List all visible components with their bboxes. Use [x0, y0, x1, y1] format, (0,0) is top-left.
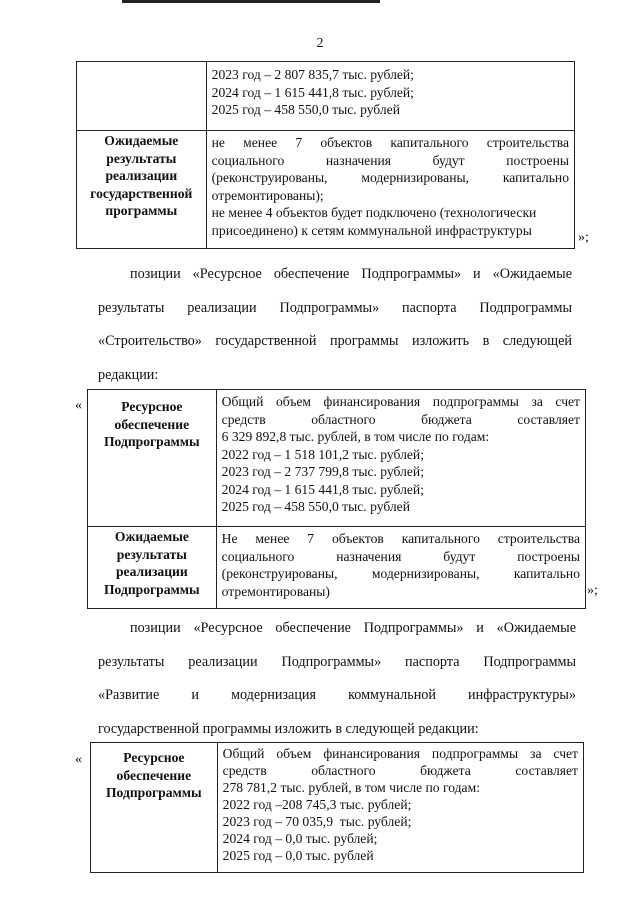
expected-results-label: Ожидаемые результаты реализации Подпрограммы: [88, 527, 217, 609]
table-state-program: [76, 61, 575, 249]
resource-text: Общий объем финансирования подпрограммы за счет средств областного бюджета составляет 6 329 892,8 тыс. рублей, в том числе по годам: 2022 год – 1 518 101,2 тыс. рублей; 2023 год – 2 737 799,8 тыс. рублей; 2024 год – 1 615 441,8 тыс. рублей; 2025 год – 458 550,0 тыс. рублей: [216, 390, 585, 527]
year-line: 2023 год – 2 807 835,7 тыс. рублей;: [211, 67, 414, 82]
paragraph-communal-infrastructure: позиции «Ресурсное обеспечение Подпрограммы» и «Ожидаемые результаты реализации Подпрограммы» паспорта Подпрограммы «Развитие и модернизация коммунальной инфраструктуры» государственной программы изложить в следующей редакции:: [98, 620, 576, 737]
resource-label: Ресурсное обеспечение Подпрограммы: [91, 743, 218, 873]
table-row-expected-results: [77, 131, 575, 249]
table-row-resources: [91, 743, 584, 873]
funding-years-cell: [206, 62, 574, 131]
empty-label-cell: [77, 62, 207, 131]
opening-quote: «: [75, 752, 82, 767]
closing-quote: »;: [587, 583, 598, 598]
year-line: 2025 год – 458 550,0 тыс. рублей: [211, 102, 400, 117]
resource-text: Общий объем финансирования подпрограммы за счет средств областного бюджета составляет 278 781,2 тыс. рублей, в том числе по годам: 2022 год –208 745,3 тыс. рублей; 2023 год – 70 035,9 тыс. рублей; 2024 год – 0,0 тыс. рублей; 2025 год – 0,0 тыс. рублей: [217, 743, 583, 873]
expected-results-label: Ожидаемые результаты реализации государственной программы: [77, 131, 207, 249]
table-row-funding-years: [77, 62, 575, 131]
table-communal-infrastructure: [90, 742, 584, 873]
closing-quote: »;: [578, 230, 589, 245]
opening-quote: «: [75, 398, 82, 413]
page-number: 2: [316, 36, 324, 51]
table-construction: [87, 389, 586, 609]
expected-results-text: не менее 7 объектов капитального строительства социального назначения будут построены (реконструированы, модернизированы, капитально отремонтированы); не менее 4 объектов будет подключено (технологически присоединено) к сетям коммунальной инфраструктуры: [206, 131, 574, 249]
resource-label: Ресурсное обеспечение Подпрограммы: [88, 390, 217, 527]
top-border-line: [122, 0, 380, 3]
paragraph-construction: позиции «Ресурсное обеспечение Подпрограммы» и «Ожидаемые результаты реализации Подпрограммы» паспорта Подпрограммы «Строительство» государственной программы изложить в следующей редакции:: [98, 266, 572, 383]
table-row-resources: [88, 390, 586, 527]
year-line: 2024 год – 1 615 441,8 тыс. рублей;: [211, 84, 414, 100]
table-row-expected-results: [88, 527, 586, 609]
expected-results-text: Не менее 7 объектов капитального строительства социального назначения будут построены (реконструированы, модернизированы, капитально отремонтированы): [216, 527, 585, 609]
